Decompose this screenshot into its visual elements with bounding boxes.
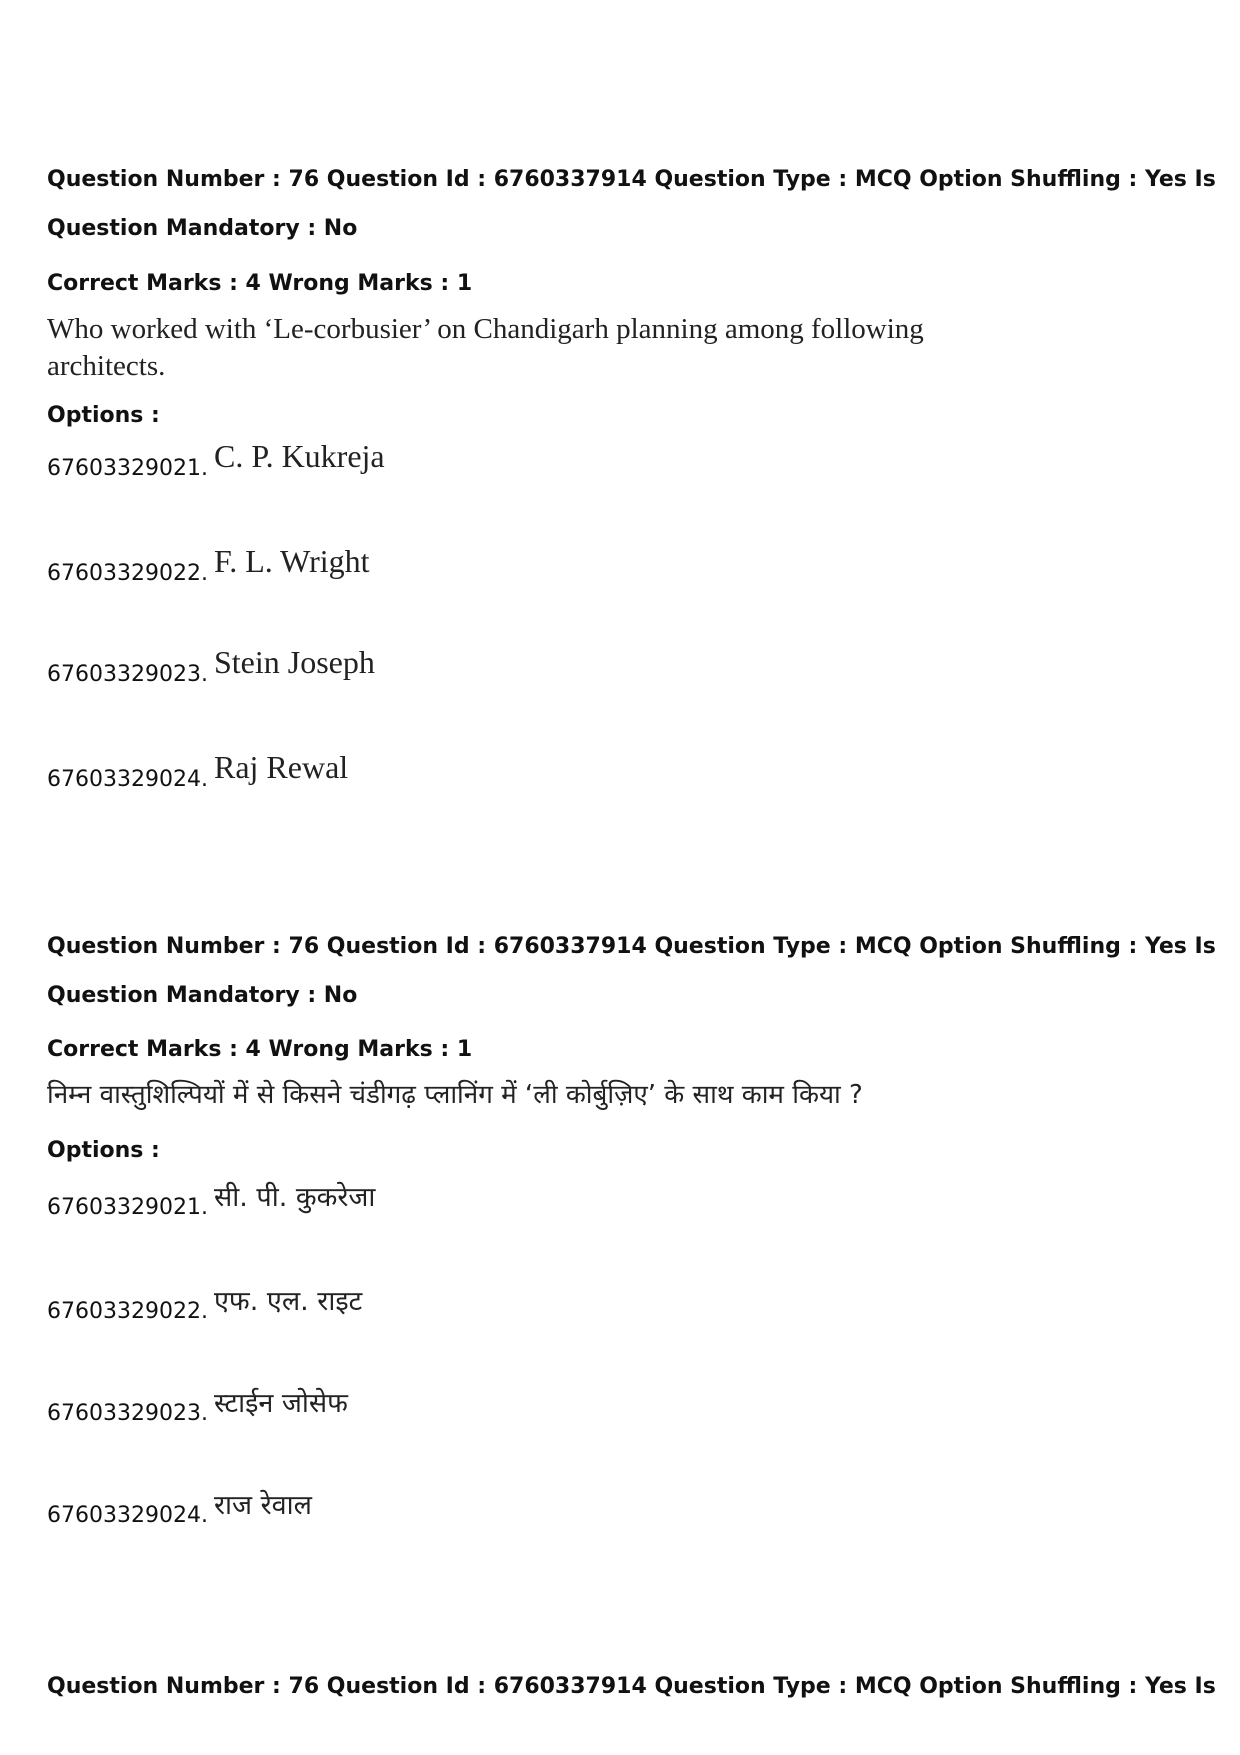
question-text: Who worked with ‘Le-corbusier’ on Chandigarh planning among following architects. <box>47 313 924 382</box>
option-text: सी. पी. कुकरेजा <box>213 1182 376 1213</box>
option-id: 67603329024. <box>47 1503 208 1528</box>
question-marks: Correct Marks : 4 Wrong Marks : 1 <box>47 1037 473 1062</box>
question-header: Question Number : 76 Question Id : 6760337914 Question Type : MCQ Option Shuffling : Yes Is <box>47 934 1216 959</box>
option-text: Stein Joseph <box>213 644 375 680</box>
option-id: 67603329022. <box>47 1299 208 1324</box>
option-id: 67603329021. <box>47 1195 208 1220</box>
question-marks: Correct Marks : 4 Wrong Marks : 1 <box>47 271 473 296</box>
option-2[interactable] <box>47 1286 363 1326</box>
option-id: 67603329021. <box>47 456 208 481</box>
option-text: स्टाईन जोसेफ <box>213 1388 348 1419</box>
question-mandatory: Question Mandatory : No <box>47 983 358 1008</box>
option-id: 67603329023. <box>47 1401 208 1426</box>
option-text: F. L. Wright <box>213 543 370 579</box>
option-2[interactable] <box>47 543 370 588</box>
option-1[interactable] <box>47 438 385 483</box>
options-label: Options : <box>47 403 160 428</box>
option-id: 67603329024. <box>47 767 208 792</box>
question-header: Question Number : 76 Question Id : 6760337914 Question Type : MCQ Option Shuffling : Yes Is <box>47 167 1216 192</box>
option-3[interactable] <box>47 1388 348 1428</box>
option-4[interactable] <box>47 1490 312 1530</box>
option-3[interactable] <box>47 644 375 689</box>
option-text: एफ. एल. राइट <box>213 1286 363 1317</box>
option-4[interactable] <box>47 749 349 794</box>
option-1[interactable] <box>47 1182 376 1222</box>
option-text: Raj Rewal <box>213 749 349 785</box>
question-header: Question Number : 76 Question Id : 6760337914 Question Type : MCQ Option Shuffling : Yes Is <box>47 1674 1216 1699</box>
option-text: C. P. Kukreja <box>213 438 385 474</box>
option-id: 67603329022. <box>47 561 208 586</box>
options-label: Options : <box>47 1138 160 1163</box>
question-mandatory: Question Mandatory : No <box>47 216 358 241</box>
option-text: राज रेवाल <box>213 1490 312 1521</box>
option-id: 67603329023. <box>47 662 208 687</box>
question-text: निम्न वास्तुशिल्पियों में से किसने चंडीगढ़ प्लानिंग में ‘ली कोर्बुज़िए’ के साथ काम किया ? <box>47 1080 863 1110</box>
